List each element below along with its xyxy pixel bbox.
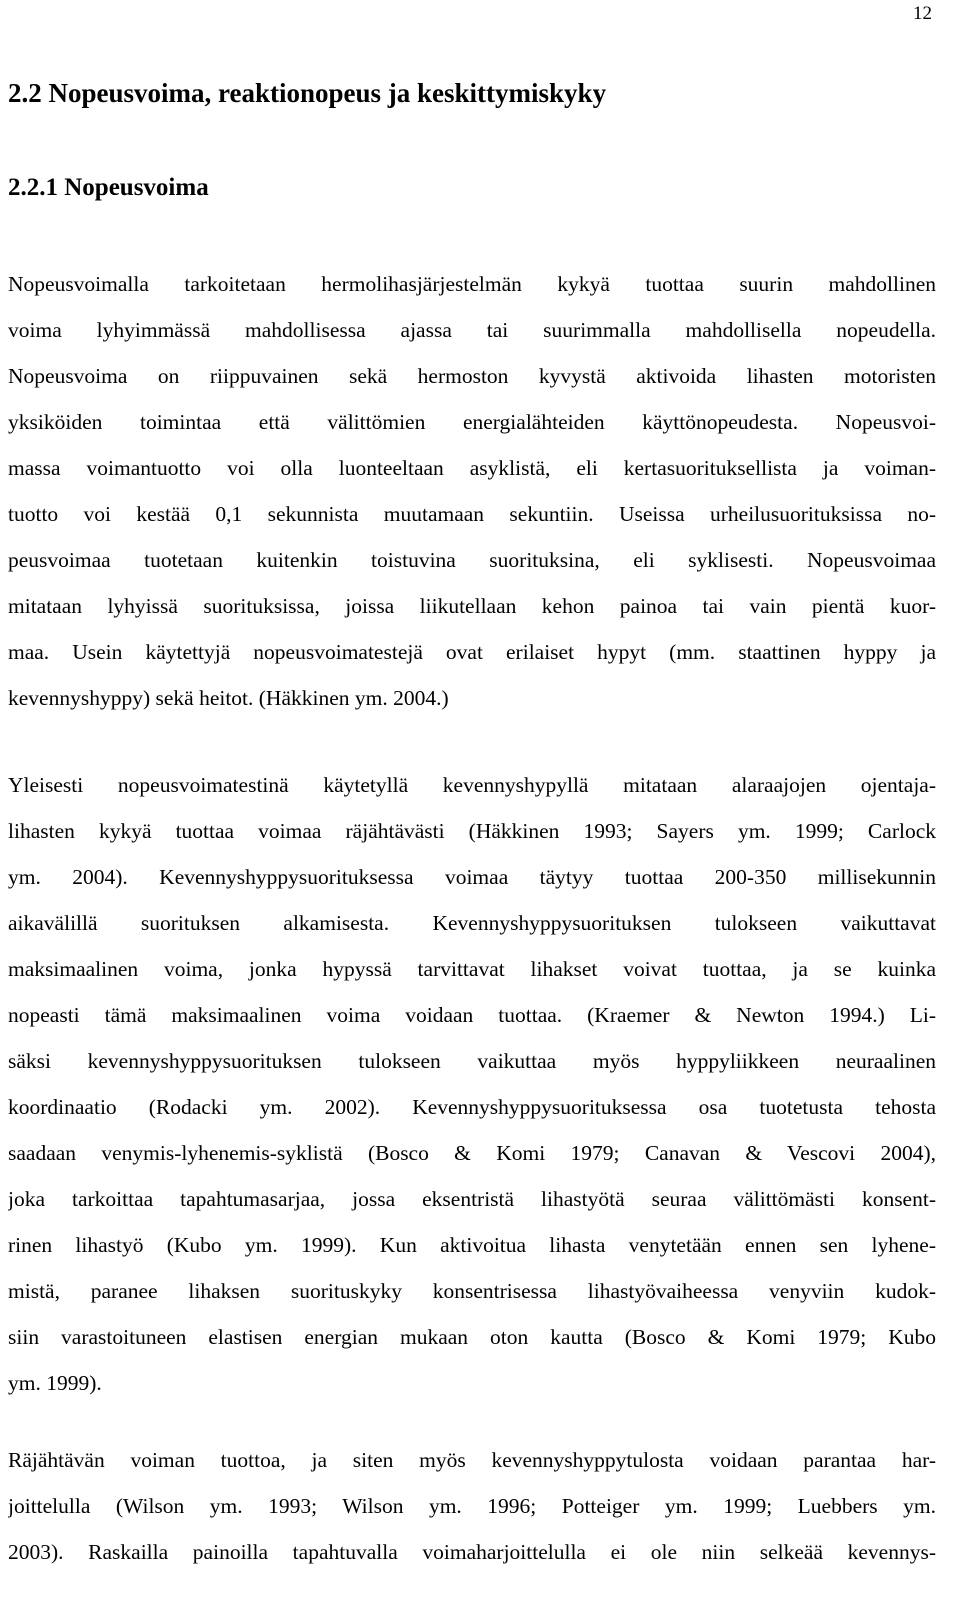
paragraph-line: tuotto voi kestää 0,1 sekunnista muutamaan sekuntiin. Useissa urheilusuorituksissa no- (8, 502, 936, 526)
paragraph-line: joittelulla (Wilson ym. 1993; Wilson ym. 1996; Potteiger ym. 1999; Luebbers ym. (8, 1494, 936, 1518)
paragraph-line: massa voimantuotto voi olla luonteeltaan asyklistä, eli kertasuorituksellista ja voiman- (8, 456, 936, 480)
paragraph-line: voima lyhyimmässä mahdollisessa ajassa tai suurimmalla mahdollisella nopeudella. (8, 318, 936, 342)
paragraph-line: ym. 1999). (8, 1371, 102, 1395)
paragraph-1 (8, 261, 936, 721)
paragraph-line: ym. 2004). Kevennyshyppysuorituksessa voimaa täytyy tuottaa 200-350 millisekunnin (8, 865, 936, 889)
paragraph-line: siin varastoituneen elastisen energian mukaan oton kautta (Bosco & Komi 1979; Kubo (8, 1325, 936, 1349)
paragraph-line: joka tarkoittaa tapahtumasarjaa, jossa eksentristä lihastyötä seuraa välittömästi konsent- (8, 1187, 936, 1211)
paragraph-line: koordinaatio (Rodacki ym. 2002). Kevennyshyppysuorituksessa osa tuotetusta tehosta (8, 1095, 936, 1119)
paragraph-3 (8, 1437, 936, 1575)
paragraph-line: maksimaalinen voima, jonka hypyssä tarvittavat lihakset voivat tuottaa, ja se kuinka (8, 957, 936, 981)
paragraph-line: mitataan lyhyissä suorituksissa, joissa liikutellaan kehon painoa tai vain pientä kuor- (8, 594, 936, 618)
paragraph-line: peusvoimaa tuotetaan kuitenkin toistuvina suorituksina, eli syklisesti. Nopeusvoimaa (8, 548, 936, 572)
paragraph-line: Yleisesti nopeusvoimatestinä käytetyllä kevennyshypyllä mitataan alaraajojen ojentaja- (8, 773, 936, 797)
paragraph-2 (8, 762, 936, 1406)
paragraph-line: 2003). Raskailla painoilla tapahtuvalla voimaharjoittelulla ei ole niin selkeää kevennys- (8, 1540, 936, 1564)
paragraph-line: Nopeusvoimalla tarkoitetaan hermolihasjärjestelmän kykyä tuottaa suurin mahdollinen (8, 272, 936, 296)
paragraph-line: saadaan venymis-lyhenemis-syklistä (Bosco & Komi 1979; Canavan & Vescovi 2004), (8, 1141, 936, 1165)
paragraph-line: aikavälillä suorituksen alkamisesta. Kevennyshyppysuorituksen tulokseen vaikuttavat (8, 911, 936, 935)
paragraph-line: mistä, paranee lihaksen suorituskyky konsentrisessa lihastyövaiheessa venyviin kudok- (8, 1279, 936, 1303)
paragraph-line: Nopeusvoima on riippuvainen sekä hermoston kyvystä aktivoida lihasten motoristen (8, 364, 936, 388)
subsection-heading: 2.2.1 Nopeusvoima (8, 174, 209, 201)
paragraph-line: nopeasti tämä maksimaalinen voima voidaan tuottaa. (Kraemer & Newton 1994.) Li- (8, 1003, 936, 1027)
page-number: 12 (913, 3, 932, 24)
paragraph-line: lihasten kykyä tuottaa voimaa räjähtävästi (Häkkinen 1993; Sayers ym. 1999; Carlock (8, 819, 936, 843)
paragraph-line: rinen lihastyö (Kubo ym. 1999). Kun aktivoitua lihasta venytetään ennen sen lyhene- (8, 1233, 936, 1257)
paragraph-line: maa. Usein käytettyjä nopeusvoimatestejä ovat erilaiset hypyt (mm. staattinen hyppy ja (8, 640, 936, 664)
section-heading: 2.2 Nopeusvoima, reaktionopeus ja keskittymiskyky (8, 78, 607, 108)
paragraph-line: säksi kevennyshyppysuorituksen tulokseen vaikuttaa myös hyppyliikkeen neuraalinen (8, 1049, 936, 1073)
paragraph-line: Räjähtävän voiman tuottoa, ja siten myös kevennyshyppytulosta voidaan parantaa har- (8, 1448, 936, 1472)
paragraph-line: yksiköiden toimintaa että välittömien energialähteiden käyttönopeudesta. Nopeusvoi- (8, 410, 936, 434)
paragraph-line: kevennyshyppy) sekä heitot. (Häkkinen ym. 2004.) (8, 686, 449, 710)
